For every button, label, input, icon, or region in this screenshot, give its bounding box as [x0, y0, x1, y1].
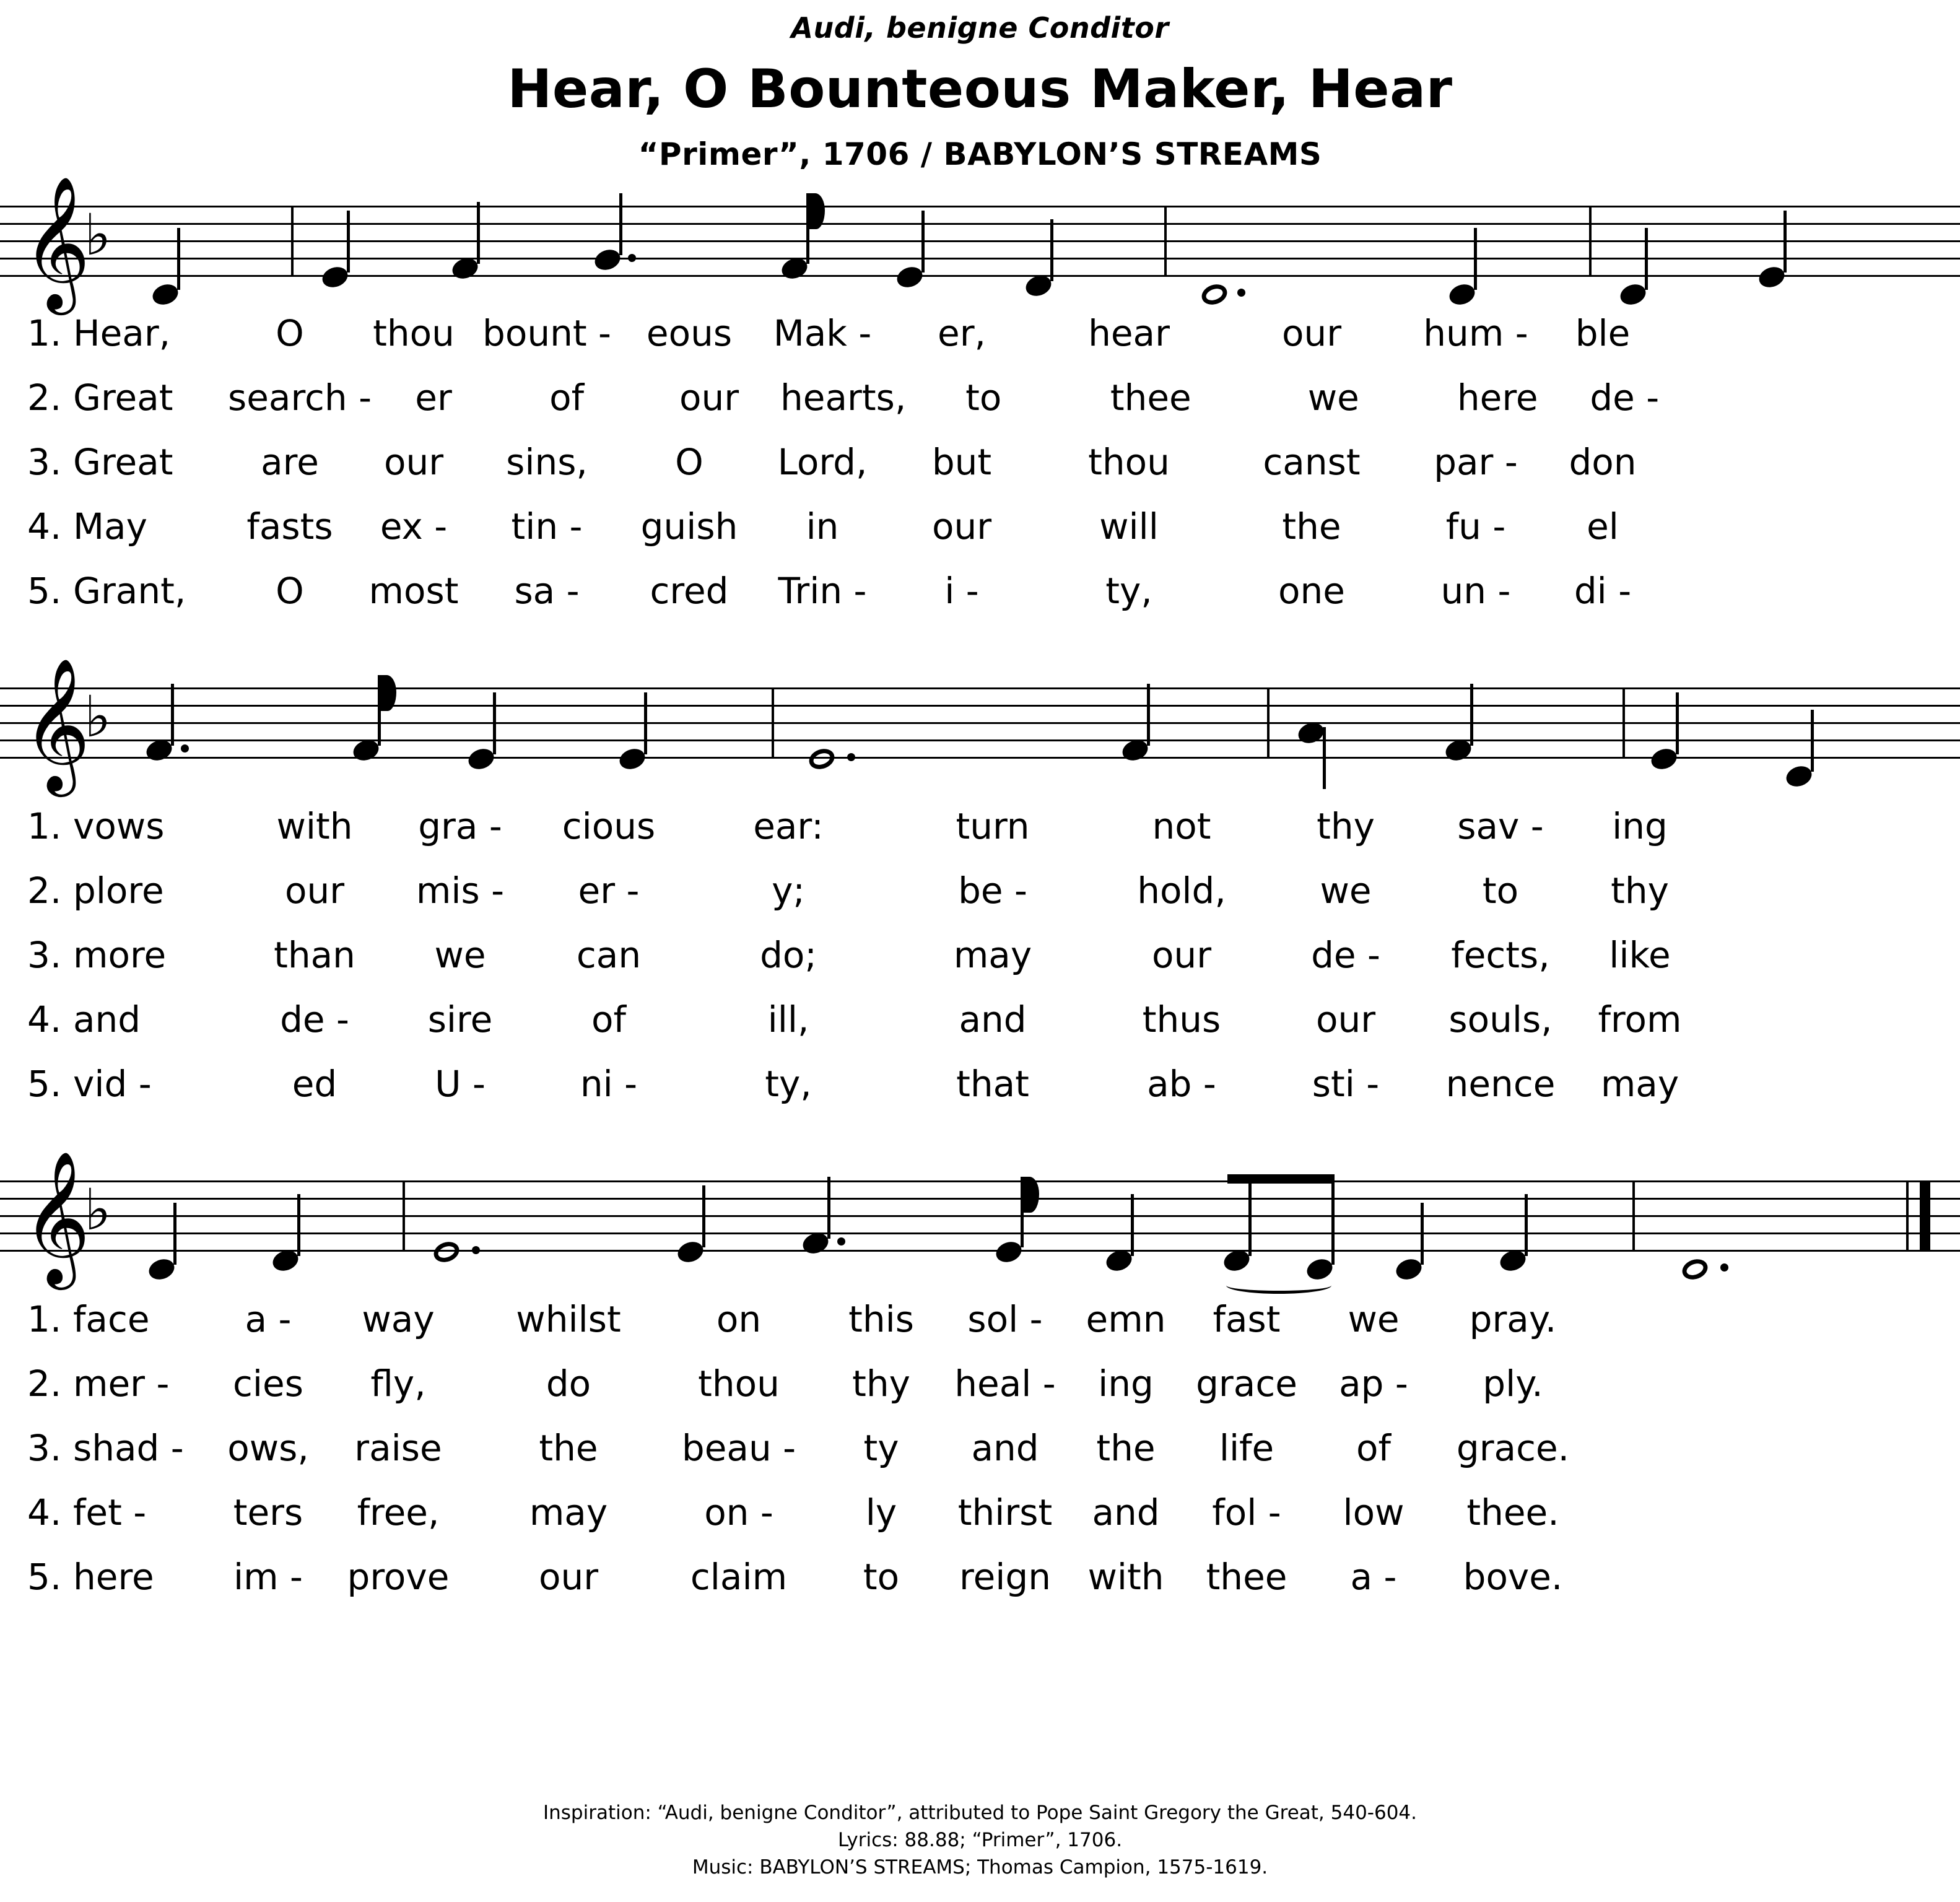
final-barline-thick: [1920, 1180, 1930, 1252]
final-barline-thin: [1906, 1180, 1909, 1252]
music-system-1: [0, 175, 1960, 634]
lyric-syllable: thou: [1088, 441, 1170, 483]
lyric-syllable: mis -: [416, 870, 505, 912]
lyric-syllable: can: [576, 934, 642, 976]
lyric-syllable: fects,: [1451, 934, 1550, 976]
lyric-syllable: ni -: [580, 1063, 638, 1105]
lyric-syllable: may: [1600, 1063, 1679, 1105]
staff-1: [0, 175, 1960, 309]
music-system-3: [0, 1149, 1960, 1620]
note-stem: [477, 202, 480, 264]
barline: [403, 1180, 405, 1252]
lyric-syllable: be -: [958, 870, 1027, 912]
lyric-syllable: i -: [944, 570, 979, 612]
verse-number: 2.: [27, 377, 62, 419]
lyric-syllable: with: [276, 805, 353, 847]
lyric-syllable: canst: [1263, 441, 1361, 483]
verse-number: 4.: [27, 505, 62, 547]
latin-incipit: Audi, benigne Conditor: [791, 11, 1169, 45]
lyric-syllable: and: [971, 1427, 1039, 1469]
lyric-syllable: claim: [690, 1556, 788, 1598]
lyric-syllable: a -: [245, 1298, 292, 1340]
lyric-syllable: here: [73, 1556, 154, 1598]
lyric-syllable: fasts: [246, 505, 333, 547]
lyric-row: [0, 805, 1960, 870]
lyric-syllable: ing: [1098, 1363, 1154, 1405]
note-stem: [1147, 684, 1150, 746]
lyric-syllable: whilst: [516, 1298, 621, 1340]
augmentation-dot: [847, 753, 855, 761]
beam: [1227, 1174, 1334, 1184]
lyric-row: [0, 312, 1960, 377]
lyric-syllable: way: [362, 1298, 435, 1340]
eighth-flag: [378, 675, 396, 711]
note-stem: [1421, 1203, 1424, 1265]
lyric-syllable: bount -: [482, 312, 611, 354]
lyric-syllable: Great: [73, 377, 173, 419]
verse-number: 1.: [27, 1298, 62, 1340]
lyric-syllable: sire: [427, 998, 493, 1040]
lyric-syllable: on: [716, 1298, 762, 1340]
lyric-syllable: vows: [73, 805, 165, 847]
note-stem: [1525, 1194, 1528, 1256]
flat-key-signature-icon: ♭: [84, 1177, 111, 1243]
lyric-syllable: ty,: [1105, 570, 1152, 612]
lyric-syllable: grace.: [1456, 1427, 1570, 1469]
lyric-syllable: and: [1092, 1491, 1160, 1533]
lyric-syllable: from: [1598, 998, 1682, 1040]
lyric-syllable: with: [1087, 1556, 1164, 1598]
lyric-syllable: hum -: [1423, 312, 1528, 354]
note-stem: [921, 211, 925, 273]
lyric-syllable: we: [434, 934, 486, 976]
lyric-syllable: to: [863, 1556, 900, 1598]
lyric-syllable: cred: [650, 570, 729, 612]
lyric-syllable: nence: [1445, 1063, 1556, 1105]
augmentation-dot: [1720, 1263, 1728, 1272]
treble-clef-icon: 𝄞: [22, 1149, 90, 1284]
lyric-syllable: one: [1278, 570, 1345, 612]
lyric-syllable: on -: [704, 1491, 773, 1533]
lyric-syllable: Mak -: [773, 312, 872, 354]
note-stem: [702, 1185, 705, 1247]
lyric-syllable: er,: [938, 312, 986, 354]
lyric-syllable: sa -: [514, 570, 580, 612]
note-stem: [177, 228, 180, 290]
lyric-syllable: do: [546, 1363, 591, 1405]
lyric-syllable: ly: [865, 1491, 897, 1533]
lyric-syllable: thus: [1142, 998, 1221, 1040]
lyric-syllable: most: [368, 570, 459, 612]
lyric-syllable: May: [73, 505, 147, 547]
lyric-syllable: fly,: [370, 1363, 426, 1405]
lyric-syllable: and: [959, 998, 1027, 1040]
lyric-syllable: here: [1457, 377, 1538, 419]
lyric-syllable: to: [965, 377, 1002, 419]
verse-number: 2.: [27, 1363, 62, 1405]
lyric-syllable: not: [1152, 805, 1211, 847]
lyric-row: [0, 1063, 1960, 1127]
lyric-syllable: fol -: [1212, 1491, 1281, 1533]
note-stem: [1248, 1174, 1252, 1256]
lyric-syllable: bove.: [1463, 1556, 1563, 1598]
lyric-syllable: ply.: [1483, 1363, 1543, 1405]
lyric-syllable: shad -: [73, 1427, 184, 1469]
lyric-syllable: pray.: [1469, 1298, 1557, 1340]
lyric-syllable: hold,: [1137, 870, 1226, 912]
treble-clef-icon: 𝄞: [22, 657, 90, 791]
lyric-syllable: the: [1282, 505, 1341, 547]
note-stem: [1323, 727, 1326, 789]
lyric-syllable: er: [415, 377, 452, 419]
lyrics-block-2: [0, 805, 1960, 1127]
lyric-syllable: ows,: [227, 1427, 309, 1469]
lyrics-block-3: [0, 1298, 1960, 1620]
lyric-syllable: our: [931, 505, 992, 547]
lyric-syllable: our: [679, 377, 739, 419]
augmentation-dot: [1237, 289, 1245, 297]
lyric-syllable: un -: [1440, 570, 1511, 612]
note-stem: [1676, 692, 1679, 754]
lyric-syllable: fast: [1213, 1298, 1281, 1340]
verse-number: 1.: [27, 312, 62, 354]
lyric-syllable: el: [1587, 505, 1619, 547]
lyric-syllable: vid -: [73, 1063, 152, 1105]
lyric-syllable: de -: [1590, 377, 1660, 419]
source-tune-attribution: “Primer”, 1706 / BABYLON’S STREAMS: [638, 136, 1322, 172]
barline: [1589, 206, 1592, 277]
lyric-syllable: may: [953, 934, 1032, 976]
lyric-syllable: thirst: [957, 1491, 1053, 1533]
lyric-syllable: in: [806, 505, 839, 547]
lyric-syllable: Grant,: [73, 570, 186, 612]
lyric-row: [0, 570, 1960, 634]
note-stem: [171, 684, 174, 746]
lyric-syllable: O: [276, 312, 304, 354]
eighth-flag: [806, 193, 825, 229]
lyric-row: [0, 870, 1960, 934]
verse-number: 4.: [27, 998, 62, 1040]
lyric-syllable: thy: [852, 1363, 910, 1405]
lyric-syllable: im -: [233, 1556, 303, 1598]
lyric-syllable: we: [1307, 377, 1359, 419]
note-stem: [173, 1203, 176, 1265]
lyric-syllable: our: [538, 1556, 599, 1598]
lyric-syllable: heal -: [954, 1363, 1056, 1405]
lyric-syllable: beau -: [681, 1427, 796, 1469]
barline: [1622, 687, 1625, 759]
lyric-syllable: low: [1343, 1491, 1405, 1533]
lyric-syllable: hear: [1088, 312, 1170, 354]
lyric-syllable: Hear,: [73, 312, 171, 354]
page-title: Hear, O Bounteous Maker, Hear: [507, 58, 1453, 120]
barline: [1164, 206, 1167, 277]
note-stem: [1331, 1174, 1335, 1265]
augmentation-dot: [837, 1237, 845, 1245]
lyric-syllable: more: [73, 934, 167, 976]
lyric-syllable: cies: [233, 1363, 303, 1405]
lyric-syllable: hearts,: [780, 377, 907, 419]
augmentation-dot: [472, 1246, 480, 1254]
verse-number: 5.: [27, 1556, 62, 1598]
lyric-syllable: O: [276, 570, 304, 612]
lyric-syllable: but: [931, 441, 992, 483]
staff-3: [0, 1149, 1960, 1284]
note-stem: [493, 692, 496, 754]
lyric-syllable: sins,: [506, 441, 588, 483]
lyric-syllable: thou: [373, 312, 455, 354]
eighth-flag: [1021, 1177, 1039, 1213]
lyric-syllable: y;: [772, 870, 805, 912]
lyric-row: [0, 441, 1960, 505]
lyric-syllable: our: [1315, 998, 1376, 1040]
lyric-syllable: gra -: [418, 805, 502, 847]
lyric-syllable: thy: [1611, 870, 1669, 912]
lyric-syllable: plore: [73, 870, 164, 912]
lyric-syllable: ing: [1612, 805, 1668, 847]
lyric-syllable: guish: [640, 505, 738, 547]
lyric-syllable: ill,: [767, 998, 809, 1040]
lyric-row: [0, 1363, 1960, 1427]
slur: [1226, 1277, 1331, 1294]
note-stem: [1050, 219, 1053, 281]
lyric-syllable: Great: [73, 441, 173, 483]
note-stem: [1811, 710, 1814, 772]
lyric-syllable: search -: [228, 377, 372, 419]
barline: [1632, 1180, 1635, 1252]
note-stem: [619, 193, 622, 255]
lyric-syllable: our: [383, 441, 444, 483]
staff-2: [0, 657, 1960, 791]
verse-number: 4.: [27, 1491, 62, 1533]
lyric-syllable: thou: [698, 1363, 780, 1405]
lyric-syllable: turn: [956, 805, 1030, 847]
lyric-syllable: than: [274, 934, 355, 976]
lyric-syllable: ap -: [1339, 1363, 1408, 1405]
lyric-syllable: the: [1096, 1427, 1156, 1469]
lyric-row: [0, 934, 1960, 998]
lyric-syllable: ty,: [765, 1063, 812, 1105]
lyric-syllable: de -: [280, 998, 349, 1040]
note-stem: [1131, 1194, 1134, 1256]
note-stem: [297, 1194, 300, 1256]
lyric-syllable: mer -: [73, 1363, 170, 1405]
lyric-syllable: ab -: [1147, 1063, 1216, 1105]
lyric-syllable: do;: [760, 934, 817, 976]
lyric-syllable: we: [1320, 870, 1372, 912]
lyric-syllable: like: [1609, 934, 1671, 976]
verse-number: 5.: [27, 1063, 62, 1105]
lyric-syllable: thee: [1110, 377, 1191, 419]
note-stem: [1645, 228, 1648, 290]
lyric-syllable: Trin -: [778, 570, 867, 612]
note-stem: [644, 692, 647, 754]
lyric-syllable: O: [675, 441, 703, 483]
lyric-row: [0, 1556, 1960, 1620]
lyric-syllable: de -: [1311, 934, 1380, 976]
lyric-syllable: our: [1281, 312, 1342, 354]
lyric-syllable: we: [1348, 1298, 1400, 1340]
lyric-syllable: ear:: [753, 805, 824, 847]
lyric-syllable: don: [1569, 441, 1637, 483]
lyric-row: [0, 998, 1960, 1063]
lyric-syllable: cious: [562, 805, 656, 847]
note-stem: [1474, 228, 1477, 290]
lyric-syllable: face: [73, 1298, 150, 1340]
lyric-syllable: are: [261, 441, 319, 483]
lyric-syllable: that: [956, 1063, 1029, 1105]
barline: [1267, 687, 1270, 759]
lyric-syllable: tin -: [511, 505, 583, 547]
lyric-syllable: to: [1482, 870, 1519, 912]
lyric-syllable: ex -: [380, 505, 448, 547]
lyric-syllable: may: [529, 1491, 608, 1533]
lyric-syllable: reign: [959, 1556, 1051, 1598]
lyric-syllable: di -: [1574, 570, 1632, 612]
note-stem: [827, 1177, 830, 1239]
lyric-syllable: ty: [863, 1427, 899, 1469]
lyric-row: [0, 1427, 1960, 1491]
lyric-syllable: of: [591, 998, 626, 1040]
lyric-syllable: the: [539, 1427, 598, 1469]
lyric-syllable: grace: [1196, 1363, 1297, 1405]
credits-footer: [0, 1799, 1960, 1881]
lyric-syllable: er -: [578, 870, 640, 912]
barline: [772, 687, 774, 759]
lyric-syllable: of: [1356, 1427, 1391, 1469]
credits-lyrics: Lyrics: 88.88; “Primer”, 1706.: [837, 1828, 1123, 1851]
lyric-syllable: and: [73, 998, 141, 1040]
lyric-row: [0, 505, 1960, 570]
lyric-syllable: fu -: [1445, 505, 1506, 547]
music-system-2: [0, 657, 1960, 1127]
lyric-row: [0, 1491, 1960, 1556]
lyric-syllable: par -: [1434, 441, 1518, 483]
lyric-row: [0, 377, 1960, 441]
lyric-syllable: souls,: [1448, 998, 1553, 1040]
verse-number: 3.: [27, 441, 62, 483]
lyric-syllable: emn: [1086, 1298, 1166, 1340]
verse-number: 2.: [27, 870, 62, 912]
lyric-syllable: free,: [357, 1491, 440, 1533]
augmentation-dot: [628, 254, 636, 262]
lyric-syllable: our: [284, 870, 345, 912]
lyric-syllable: ed: [292, 1063, 338, 1105]
lyric-syllable: Lord,: [777, 441, 868, 483]
flat-key-signature-icon: ♭: [84, 202, 111, 268]
lyric-syllable: will: [1099, 505, 1159, 547]
lyric-syllable: U -: [435, 1063, 486, 1105]
lyric-syllable: sol -: [967, 1298, 1043, 1340]
lyrics-block-1: [0, 312, 1960, 634]
note-stem: [1784, 211, 1787, 273]
lyric-syllable: a -: [1350, 1556, 1397, 1598]
lyric-syllable: of: [549, 377, 584, 419]
lyric-syllable: thee: [1206, 1556, 1287, 1598]
sheet-header: [0, 0, 1960, 172]
note-stem: [347, 211, 350, 273]
lyric-syllable: raise: [354, 1427, 442, 1469]
lyric-syllable: life: [1219, 1427, 1274, 1469]
lyric-syllable: ble: [1575, 312, 1631, 354]
lyric-syllable: fet -: [73, 1491, 147, 1533]
lyric-syllable: thee.: [1466, 1491, 1559, 1533]
staff-lines-1: [0, 175, 1960, 309]
barline: [291, 206, 294, 277]
lyric-syllable: sav -: [1457, 805, 1544, 847]
lyric-syllable: this: [848, 1298, 914, 1340]
verse-number: 3.: [27, 1427, 62, 1469]
lyric-syllable: ters: [233, 1491, 303, 1533]
verse-number: 5.: [27, 570, 62, 612]
flat-key-signature-icon: ♭: [84, 684, 111, 750]
treble-clef-icon: 𝄞: [22, 175, 90, 309]
lyric-syllable: sti -: [1312, 1063, 1380, 1105]
augmentation-dot: [181, 744, 189, 753]
lyric-syllable: our: [1151, 934, 1212, 976]
lyric-syllable: prove: [347, 1556, 450, 1598]
credits-inspiration: Inspiration: “Audi, benigne Conditor”, attributed to Pope Saint Gregory the Great, 540-604.: [542, 1801, 1417, 1824]
lyric-syllable: thy: [1317, 805, 1375, 847]
lyric-row: [0, 1298, 1960, 1363]
credits-music: Music: BABYLON’S STREAMS; Thomas Campion, 1575-1619.: [692, 1856, 1268, 1878]
verse-number: 3.: [27, 934, 62, 976]
verse-number: 1.: [27, 805, 62, 847]
lyric-syllable: eous: [646, 312, 733, 354]
note-stem: [1470, 684, 1473, 746]
